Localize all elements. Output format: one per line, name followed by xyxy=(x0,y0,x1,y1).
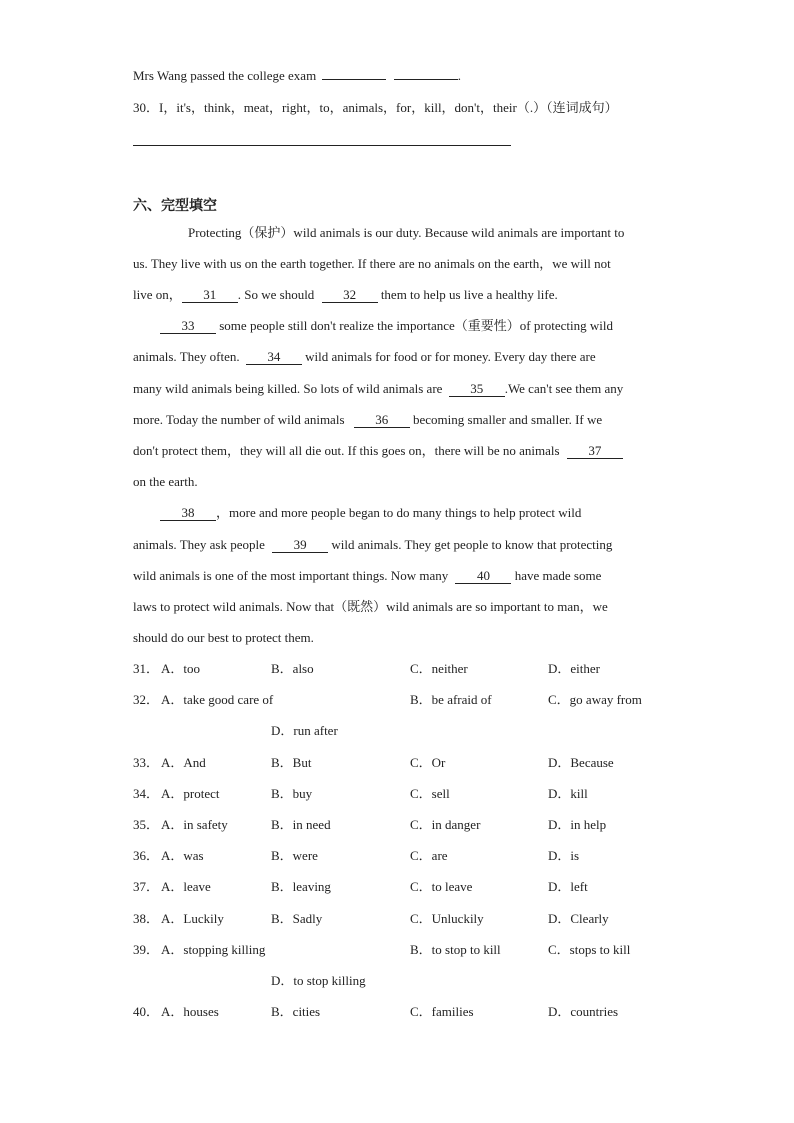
option-b[interactable]: B．But xyxy=(271,755,312,770)
question-number: 38． xyxy=(133,911,160,926)
passage-line xyxy=(133,412,602,428)
option-d[interactable]: D．run after xyxy=(271,723,338,738)
cloze-blank-36[interactable]: 36 xyxy=(354,413,410,428)
passage-text: more. Today the number of wild animals xyxy=(133,412,345,427)
option-b[interactable]: B．Sadly xyxy=(271,911,323,926)
passage-text: becoming smaller and smaller. If we xyxy=(413,412,603,427)
question-number: 33． xyxy=(133,755,160,770)
option-d[interactable]: D．Because xyxy=(548,755,614,770)
option-c[interactable]: C．families xyxy=(410,1004,474,1019)
option-c[interactable]: C．Unluckily xyxy=(410,911,484,926)
section-title: 六、完型填空 xyxy=(133,199,217,214)
question-number: 36． xyxy=(133,848,160,863)
passage-line xyxy=(133,568,601,584)
option-a[interactable]: A．stopping killing xyxy=(161,942,266,957)
option-a[interactable]: A．in safety xyxy=(161,817,228,832)
passage-line: Protecting（保护）wild animals is our duty. Because wild animals are important to xyxy=(188,225,625,240)
passage-text: don't protect them，they will all die out. If this goes on，there will be no animals xyxy=(133,443,560,458)
option-b[interactable]: B．cities xyxy=(271,1004,321,1019)
passage-line xyxy=(133,287,558,303)
passage-text: wild animals. They get people to know that protecting xyxy=(331,537,613,552)
question-30-line xyxy=(133,100,618,116)
passage-text: have made some xyxy=(514,568,602,583)
passage-text: . So we should xyxy=(237,287,315,302)
cloze-blank-34[interactable]: 34 xyxy=(246,350,302,365)
passage-text: them to help us live a healthy life. xyxy=(380,287,558,302)
passage-text: animals. They ask people xyxy=(133,537,265,552)
passage-text: wild animals is one of the most important things. Now many xyxy=(133,568,449,583)
option-c[interactable]: C．to leave xyxy=(410,879,473,894)
option-a[interactable]: A．protect xyxy=(161,786,220,801)
option-d[interactable]: D．left xyxy=(548,879,588,894)
cloze-blank-39[interactable]: 39 xyxy=(272,538,328,553)
option-a[interactable]: A．leave xyxy=(161,879,211,894)
option-b[interactable]: B．leaving xyxy=(271,879,331,894)
question-29-text: Mrs Wang passed the college exam xyxy=(133,68,317,83)
question-number: 37． xyxy=(133,879,160,894)
passage-line: should do our best to protect them. xyxy=(133,630,314,645)
option-a[interactable]: A．was xyxy=(161,848,204,863)
question-number: 31． xyxy=(133,661,160,676)
passage-line xyxy=(133,537,612,553)
question-number: 40． xyxy=(133,1004,160,1019)
passage-line: on the earth. xyxy=(133,474,198,489)
period: . xyxy=(457,68,461,83)
option-b[interactable]: B．buy xyxy=(271,786,313,801)
passage-line: us. They live with us on the earth together. If there are no animals on the earth，we will not xyxy=(133,256,611,271)
option-a[interactable]: A．houses xyxy=(161,1004,219,1019)
cloze-blank-31[interactable]: 31 xyxy=(182,288,238,303)
cloze-blank-35[interactable]: 35 xyxy=(449,382,505,397)
option-b[interactable]: B．also xyxy=(271,661,314,676)
cloze-blank-40[interactable]: 40 xyxy=(455,569,511,584)
option-d[interactable]: D．is xyxy=(548,848,580,863)
question-number: 35． xyxy=(133,817,160,832)
passage-text: animals. They often. xyxy=(133,349,240,364)
option-d[interactable]: D．Clearly xyxy=(548,911,609,926)
cloze-blank-37[interactable]: 37 xyxy=(567,444,623,459)
option-b[interactable]: B．be afraid of xyxy=(410,692,492,707)
passage-text: many wild animals being killed. So lots of wild animals are xyxy=(133,381,443,396)
option-b[interactable]: B．to stop to kill xyxy=(410,942,501,957)
passage-line xyxy=(133,443,623,459)
option-c[interactable]: C．go away from xyxy=(548,692,642,707)
passage-text: ，more and more people began to do many things to help protect wild xyxy=(216,505,582,520)
option-a[interactable]: A．too xyxy=(161,661,201,676)
answer-line[interactable] xyxy=(133,145,511,146)
question-number: 32． xyxy=(133,692,160,707)
passage-line xyxy=(133,349,596,365)
option-b[interactable]: B．were xyxy=(271,848,318,863)
option-d[interactable]: D．to stop killing xyxy=(271,973,366,988)
option-d[interactable]: D．either xyxy=(548,661,600,676)
question-number: 34． xyxy=(133,786,160,801)
answer-blank[interactable] xyxy=(322,79,386,80)
passage-line xyxy=(160,318,613,334)
passage-line xyxy=(133,381,623,397)
answer-blank[interactable] xyxy=(394,79,458,80)
cloze-blank-33[interactable]: 33 xyxy=(160,319,216,334)
option-b[interactable]: B．in need xyxy=(271,817,331,832)
cloze-blank-38[interactable]: 38 xyxy=(160,506,216,521)
option-c[interactable]: C．are xyxy=(410,848,448,863)
question-number: 39． xyxy=(133,942,160,957)
cloze-blank-32[interactable]: 32 xyxy=(322,288,378,303)
passage-text: some people still don't realize the importance（重要性）of protecting wild xyxy=(219,318,613,333)
passage-text: wild animals for food or for money. Every day there are xyxy=(305,349,596,364)
passage-line: laws to protect wild animals. Now that（既然）wild animals are so important to man，we xyxy=(133,599,608,614)
question-number: 30． xyxy=(133,100,160,115)
option-a[interactable]: A．take good care of xyxy=(161,692,274,707)
passage-text: live on， xyxy=(133,287,182,302)
option-a[interactable]: A．And xyxy=(161,755,206,770)
option-c[interactable]: C．stops to kill xyxy=(548,942,631,957)
option-a[interactable]: A．Luckily xyxy=(161,911,224,926)
question-30-text: I，it's，think，meat，right，to，animals，for，kill，don't，their（.）（连词成句） xyxy=(159,100,618,115)
option-c[interactable]: C．neither xyxy=(410,661,468,676)
option-d[interactable]: D．countries xyxy=(548,1004,619,1019)
option-d[interactable]: D．in help xyxy=(548,817,607,832)
option-d[interactable]: D．kill xyxy=(548,786,588,801)
question-29-line xyxy=(133,68,461,84)
passage-line xyxy=(160,505,581,521)
option-c[interactable]: C．in danger xyxy=(410,817,481,832)
option-c[interactable]: C．sell xyxy=(410,786,450,801)
option-c[interactable]: C．Or xyxy=(410,755,446,770)
passage-text: .We can't see them any xyxy=(504,381,624,396)
